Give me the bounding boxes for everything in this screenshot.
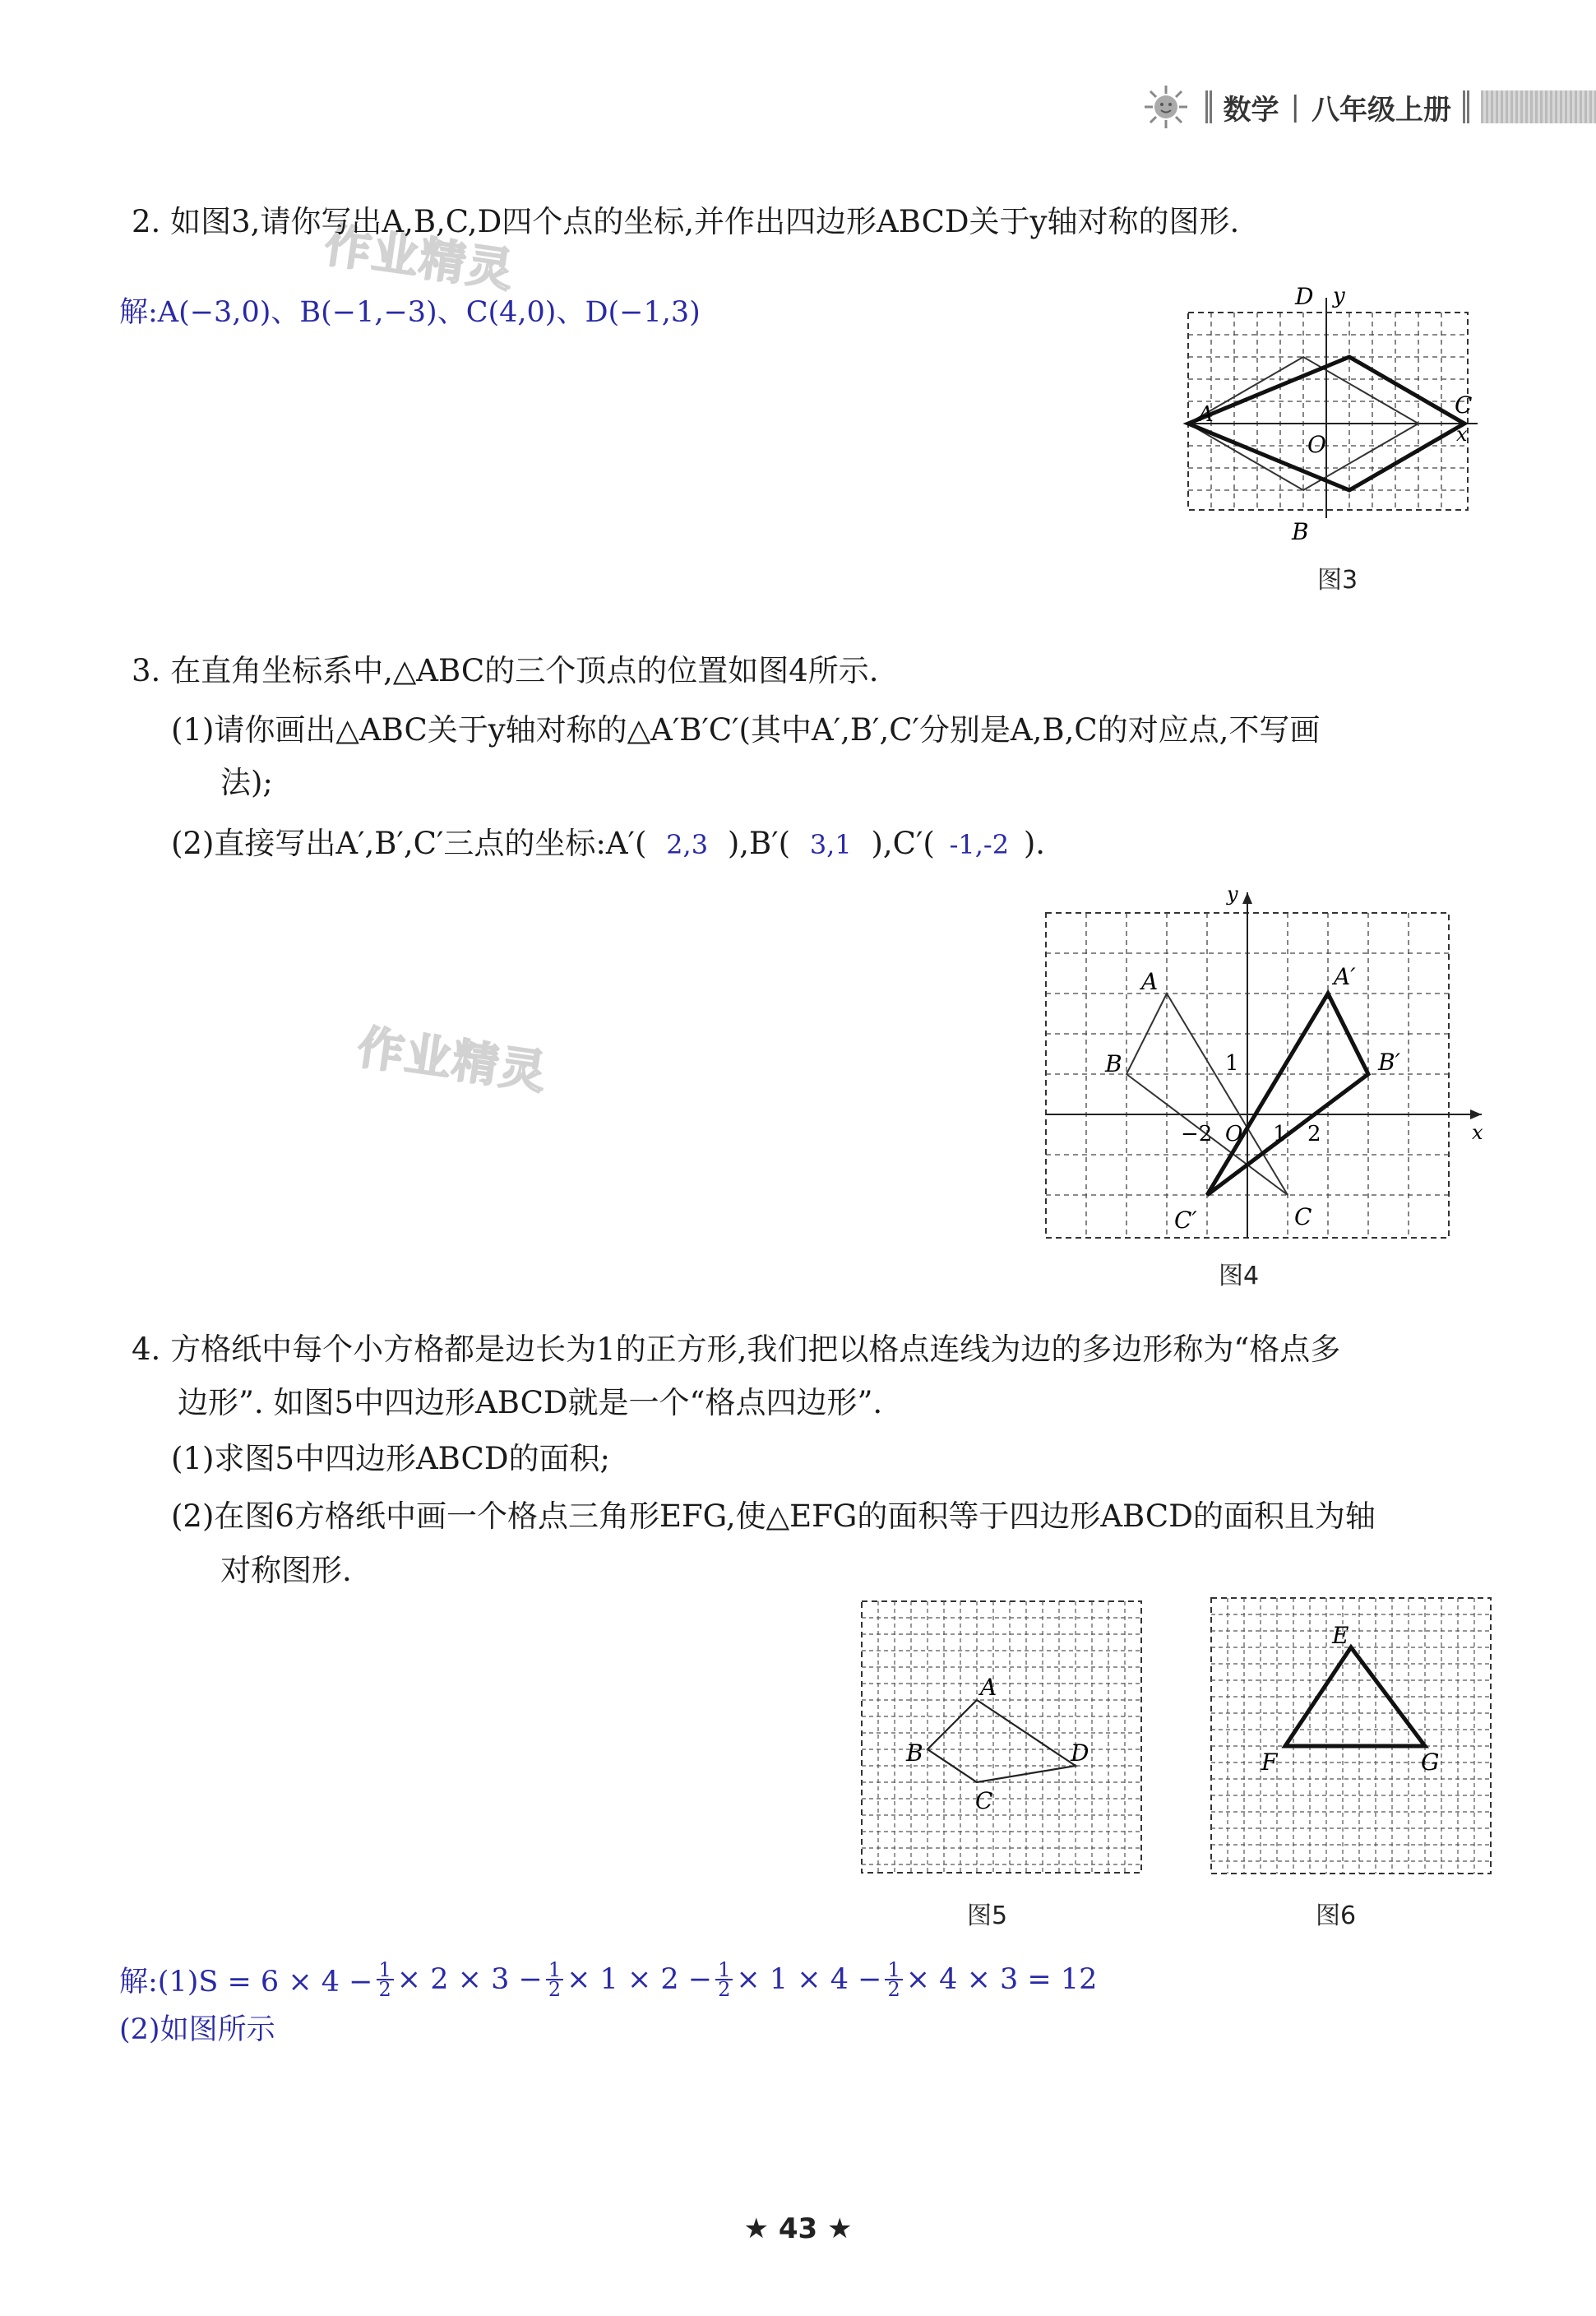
q4-part2-line2: 对称图形. (220, 1553, 352, 1588)
fig5-grid (862, 1601, 1141, 1873)
header-divider (1205, 90, 1212, 123)
fig6-caption: 图6 (1316, 1901, 1357, 1930)
q4-answer-term4: × 4 × 3 = 12 (905, 1963, 1098, 1996)
fraction-half (715, 1958, 733, 2001)
watermark: 作业精灵 (354, 1021, 551, 1100)
figure-5 (860, 1600, 1148, 1879)
q4-part1: (1)求图5中四边形ABCD的面积; (171, 1441, 610, 1476)
q4-answer-1 (119, 1959, 1097, 2000)
fig4-label-b-prime: B′ (1378, 1049, 1400, 1076)
fraction-half (885, 1958, 902, 2001)
q4-number: 4. (132, 1332, 161, 1367)
q2-question: 如图3,请你写出A,B,C,D四个点的坐标,并作出四边形ABCD关于y轴对称的图形. (170, 204, 1240, 239)
q4-answer-2: (2)如图所示 (119, 2013, 275, 2046)
fig6-grid (1211, 1598, 1491, 1874)
q3-part1-line2: 法); (220, 765, 273, 800)
fig4-x-arrow (1470, 1109, 1482, 1119)
fig5-label-b: B (906, 1739, 923, 1767)
q3-number: 3. (132, 653, 161, 688)
q3-answer-b-prime: 3,1 (809, 829, 852, 860)
fig3-label-x: x (1456, 423, 1468, 446)
fig5-label-a: A (980, 1674, 997, 1701)
fig6-label-e: E (1332, 1622, 1349, 1649)
fig4-label-b: B (1105, 1050, 1122, 1077)
q2-number: 2. (132, 204, 161, 239)
frac-num: 1 (715, 1961, 733, 1980)
q3-part1-line1: (1)请你画出△ABC关于y轴对称的△A′B′C′(其中A′,B′,C′分别是A,B,C的对应点,不写画 (171, 712, 1321, 748)
frac-num: 1 (377, 1961, 394, 1980)
fig5-quad-abcd (928, 1700, 1076, 1782)
q3-part2-prefix: (2)直接写出A′,B′,C′三点的坐标:A′( (171, 826, 647, 861)
q2-text (132, 201, 1239, 243)
fig4-label-o: O (1225, 1122, 1243, 1146)
frac-den: 2 (718, 1978, 731, 2001)
q3-part2 (171, 822, 1045, 866)
fraction-half (546, 1958, 563, 2001)
header-separator: | (1290, 90, 1300, 123)
fig6-label-g: G (1421, 1749, 1440, 1776)
fig3-label-b: B (1292, 518, 1309, 545)
q4-answer-term2: × 1 × 2 − (567, 1963, 713, 1996)
header-decoration (1481, 90, 1596, 123)
fig3-label-a: A (1198, 402, 1214, 427)
fig4-label-y: y (1227, 882, 1238, 906)
fig4-caption: 图4 (1219, 1262, 1260, 1290)
header-divider (1463, 90, 1469, 123)
fig5-label-d: D (1071, 1739, 1089, 1767)
fig3-label-c: C (1455, 391, 1473, 419)
fig4-label-x: x (1472, 1121, 1483, 1144)
fig4-label-a-prime: A′ (1334, 963, 1356, 990)
q3-answer-a-prime: 2,3 (666, 829, 709, 860)
q4-answer-prefix: 解:(1)S = 6 × 4 − (119, 1966, 373, 1999)
frac-den: 2 (887, 1978, 900, 2001)
fig3-label-o: O (1307, 431, 1326, 458)
frac-num: 1 (546, 1961, 563, 1980)
q4-part2-line1: (2)在图6方格纸中画一个格点三角形EFG,使△EFG的面积等于四边形ABCD的面积且为轴 (171, 1498, 1376, 1534)
figure-4 (1038, 876, 1498, 1254)
fig5-caption: 图5 (967, 1901, 1008, 1930)
q4-answer-term1: × 2 × 3 − (396, 1963, 543, 1996)
fig3-label-y: y (1333, 284, 1345, 308)
q3-answer-c-prime: -1,-2 (949, 829, 1010, 860)
fig4-label-neg2: −2 (1181, 1122, 1213, 1146)
q4-line2: 边形”. 如图5中四边形ABCD就是一个“格点四边形”. (178, 1385, 883, 1420)
fig6-border (1211, 1598, 1491, 1874)
fig4-label-a: A (1141, 968, 1159, 995)
frac-den: 2 (548, 1978, 562, 2001)
fig4-label-one-y: 1 (1225, 1051, 1239, 1076)
page-number: ★ 43 ★ (743, 2212, 853, 2245)
q3-part2-suffix: ). (1023, 826, 1046, 861)
q4-answer-term3: × 1 × 4 − (736, 1963, 882, 1996)
page-header (1143, 78, 1596, 136)
header-subject: 数学 (1223, 93, 1279, 127)
fig4-label-c: C (1294, 1203, 1312, 1230)
q3-text (132, 650, 879, 692)
watermark: 作业精灵 (321, 219, 518, 299)
fig4-label-one-x: 1 (1273, 1122, 1287, 1146)
frac-den: 2 (378, 1978, 391, 2001)
fig3-caption: 图3 (1317, 566, 1358, 595)
q2-answer: 解:A(−3,0)、B(−1,−3)、C(4,0)、D(−1,3) (119, 296, 701, 329)
figure-6 (1209, 1596, 1497, 1879)
fig4-label-c-prime: C′ (1174, 1207, 1197, 1234)
fig4-label-two: 2 (1307, 1122, 1321, 1146)
q4-line1 (132, 1328, 1340, 1371)
q3-part2-mid1: ),B′( (727, 826, 791, 861)
q3-question: 在直角坐标系中,△ABC的三个顶点的位置如图4所示. (170, 653, 879, 688)
fig5-label-c: C (975, 1787, 993, 1814)
fraction-half (377, 1958, 394, 2001)
fig6-label-f: F (1261, 1749, 1278, 1776)
fig4-y-arrow (1242, 892, 1252, 904)
figure-3 (1172, 280, 1484, 559)
header-grade: 八年级上册 (1311, 93, 1451, 127)
q4-text-line1: 方格纸中每个小方格都是边长为1的正方形,我们把以格点连线为边的多边形称为“格点多 (170, 1332, 1341, 1367)
frac-num: 1 (885, 1961, 902, 1980)
sun-icon (1143, 84, 1189, 130)
fig3-label-d: D (1295, 283, 1314, 310)
q3-part2-mid2: ),C′( (871, 826, 935, 861)
